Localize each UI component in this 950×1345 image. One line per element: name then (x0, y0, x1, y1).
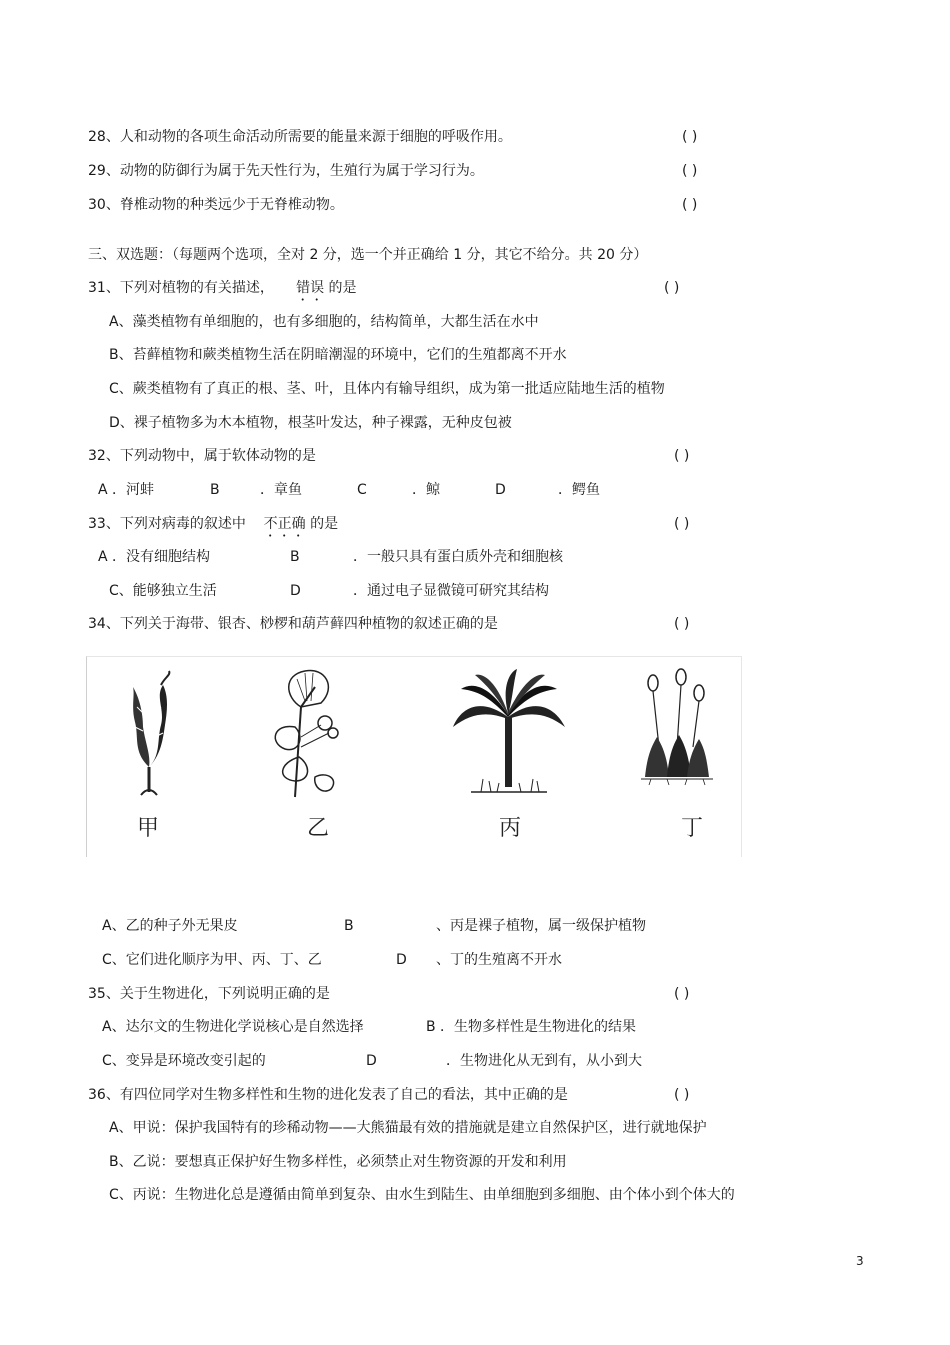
option-33-c: C、能够独立生活 (109, 583, 217, 599)
option-33-a: A ．没有细胞结构 (98, 549, 211, 565)
option-34-a: A、乙的种子外无果皮 (102, 918, 238, 934)
answer-paren-28: ( ) (682, 129, 698, 145)
option-31-c: C、蕨类植物有了真正的根、茎、叶，且体内有输导组织，成为第一批适应陆地生活的植物 (109, 381, 665, 397)
question-28: 28、人和动物的各项生命活动所需要的能量来源于细胞的呼吸作用。 (88, 129, 512, 145)
kelp-icon (121, 667, 177, 797)
answer-paren-32: ( ) (674, 448, 690, 464)
option-35-c: C、变异是环境改变引起的 (102, 1053, 266, 1069)
emphasis-wrong: 错误 (296, 280, 325, 296)
question-35: 35、关于生物进化，下列说明正确的是 (88, 986, 330, 1002)
question-36: 36、有四位同学对生物多样性和生物的进化发表了自己的看法，其中正确的是 (88, 1087, 568, 1103)
plant-label-ding: 丁 (681, 816, 704, 841)
option-32-c-letter: C (357, 482, 367, 498)
option-33-d: ．通过电子显微镜可研究其结构 (353, 583, 549, 599)
tree-fern-icon (451, 667, 567, 797)
option-31-b: B、苔藓植物和蕨类植物生活在阴暗潮湿的环境中，它们的生殖都离不开水 (109, 347, 567, 363)
option-34-b: 、丙是裸子植物，属一级保护植物 (436, 918, 646, 934)
option-35-a: A、达尔文的生物进化学说核心是自然选择 (102, 1019, 364, 1035)
option-32-d: ．鳄鱼 (558, 482, 600, 498)
option-31-a: A、藻类植物有单细胞的，也有多细胞的，结构简单，大都生活在水中 (109, 314, 539, 330)
plant-label-yi: 乙 (307, 816, 330, 841)
option-36-c: C、丙说：生物进化总是遵循由简单到复杂、由水生到陆生、由单细胞到多细胞、由个体小到个体大的 (109, 1187, 735, 1203)
answer-paren-33: ( ) (674, 516, 690, 532)
answer-paren-31: ( ) (664, 280, 680, 296)
option-32-a: A ．河蚌 (98, 482, 155, 498)
question-31-stem: 31、下列对植物的有关描述， (88, 280, 274, 296)
ginkgo-icon (265, 667, 355, 802)
page-number: 3 (856, 1254, 864, 1268)
question-29: 29、动物的防御行为属于先天性行为，生殖行为属于学习行为。 (88, 163, 484, 179)
plant-label-jia: 甲 (137, 816, 160, 841)
answer-paren-34: ( ) (674, 616, 690, 632)
option-35-b: B ．生物多样性是生物进化的结果 (426, 1019, 637, 1035)
question-33-stem-end: 的是 (310, 516, 339, 532)
option-34-b-letter: B (344, 918, 354, 934)
question-32: 32、下列动物中，属于软体动物的是 (88, 448, 316, 464)
option-33-b-letter: B (290, 549, 300, 565)
option-36-b: B、乙说：要想真正保护好生物多样性，必须禁止对生物资源的开发和利用 (109, 1154, 567, 1170)
question-30: 30、脊椎动物的种类远少于无脊椎动物。 (88, 197, 344, 213)
option-34-c: C、它们进化顺序为甲、丙、丁、乙 (102, 952, 322, 968)
option-34-d-letter: D (396, 952, 407, 968)
question-34: 34、下列关于海带、银杏、桫椤和葫芦藓四种植物的叙述正确的是 (88, 616, 498, 632)
question-33-stem: 33、下列对病毒的叙述中 (88, 516, 246, 532)
option-32-b: ．章鱼 (260, 482, 302, 498)
option-36-a: A、甲说：保护我国特有的珍稀动物——大熊猫最有效的措施就是建立自然保护区，进行就地保护 (109, 1120, 707, 1136)
question-31 (88, 278, 357, 304)
option-35-d: ．生物进化从无到有，从小到大 (446, 1053, 642, 1069)
option-32-b-letter: B (210, 482, 220, 498)
answer-paren-35: ( ) (674, 986, 690, 1002)
answer-paren-29: ( ) (682, 163, 698, 179)
moss-icon (637, 667, 717, 787)
emphasis-incorrect: 不正确 (263, 516, 306, 532)
plant-figure (86, 656, 742, 857)
answer-paren-36: ( ) (674, 1087, 690, 1103)
option-32-d-letter: D (495, 482, 506, 498)
option-33-b: ．一般只具有蛋白质外壳和细胞核 (353, 549, 563, 565)
question-33 (88, 514, 338, 540)
option-32-c: ．鲸 (412, 482, 440, 498)
option-33-d-letter: D (290, 583, 301, 599)
question-31-stem-end: 的是 (328, 280, 357, 296)
section-heading: 三、双选题：（每题两个选项，全对 2 分，选一个并正确给 1 分，其它不给分。共 20 分） (88, 247, 648, 263)
answer-paren-30: ( ) (682, 197, 698, 213)
plant-label-bing: 丙 (499, 816, 522, 841)
option-31-d: D、裸子植物多为木本植物，根茎叶发达，种子裸露，无种皮包被 (109, 415, 512, 431)
option-35-d-letter: D (366, 1053, 377, 1069)
option-34-d: 、丁的生殖离不开水 (436, 952, 562, 968)
